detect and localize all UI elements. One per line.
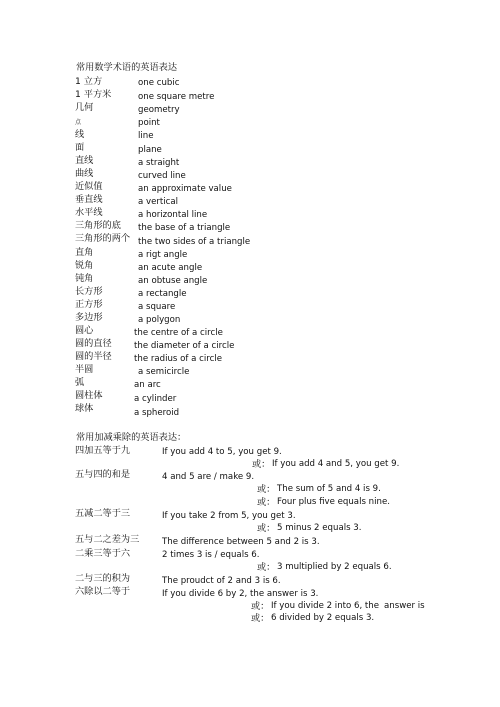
term-zh: 直线 <box>75 155 94 166</box>
expr-en: 6 divided by 2 equals 3. <box>271 613 375 623</box>
term-en: an approximate value <box>138 184 232 194</box>
term-zh: 多边形 <box>75 312 103 323</box>
expr-zh: 二乘三等于六 <box>75 548 131 559</box>
term-zh: 圆心 <box>75 325 94 336</box>
expr-zh: 五减二等于三 <box>75 508 131 519</box>
expr-en: If you divide 2 into 6, the <box>271 601 380 611</box>
term-en: curved line <box>138 171 186 181</box>
expr-en: 4 and 5 are / make 9. <box>162 472 255 482</box>
expr-en: The difference between 5 and 2 is 3. <box>162 537 320 547</box>
or-label: 或： <box>257 562 276 573</box>
expr-en: The sum of 5 and 4 is 9. <box>277 484 381 494</box>
expr-en: 2 times 3 is / equals 6. <box>162 550 260 560</box>
term-zh: 圆柱体 <box>75 390 103 401</box>
term-en: the centre of a circle <box>134 328 223 338</box>
term-en: an obtuse angle <box>138 276 208 286</box>
term-en: plane <box>138 145 162 155</box>
expr-en: If you add 4 and 5, you get 9. <box>272 459 400 469</box>
or-label: 或： <box>251 601 270 612</box>
term-zh: 弧 <box>75 377 85 388</box>
expr-zh: 二与三的积为 <box>75 573 131 584</box>
expr-zh: 五与二之差为三 <box>75 534 140 545</box>
or-label: 或： <box>251 613 270 624</box>
term-en: a cylinder <box>134 394 177 404</box>
term-zh: 锐角 <box>75 260 94 271</box>
expr-en: If you add 4 to 5, you get 9. <box>162 447 282 457</box>
term-zh: 曲线 <box>75 168 94 179</box>
term-en: a square <box>138 302 176 312</box>
term-zh: 长方形 <box>75 286 103 297</box>
term-zh: 1 平方米 <box>75 89 112 100</box>
section-title-arithmetic: 常用加减乘除的英语表达： <box>76 432 187 443</box>
term-en: an arc <box>134 380 161 390</box>
term-en: the radius of a circle <box>134 354 223 364</box>
term-zh: 面 <box>75 142 85 153</box>
term-zh: 1 立方 <box>75 76 103 87</box>
term-en: geometry <box>138 105 180 115</box>
expr-zh: 五与四的和是 <box>75 469 131 480</box>
term-zh: 球体 <box>75 403 94 414</box>
term-en: line <box>138 131 154 141</box>
term-zh: 线 <box>75 129 85 140</box>
term-en: a semicircle <box>138 367 190 377</box>
or-label: 或： <box>252 459 271 470</box>
expr-zh: 六除以二等于 <box>75 586 131 597</box>
expr-en: 3 multiplied by 2 equals 6. <box>277 562 392 572</box>
expr-zh: 四加五等于九 <box>75 445 131 456</box>
expr-en: If you divide 6 by 2, the answer is 3. <box>162 589 319 599</box>
expr-en: Four plus five equals nine. <box>277 497 390 507</box>
term-zh: 钝角 <box>75 273 94 284</box>
term-en: the two sides of a triangle <box>138 237 251 247</box>
term-en: the base of a triangle <box>138 223 231 233</box>
expr-en: The proudct of 2 and 3 is 6. <box>162 576 281 586</box>
term-zh: 半圆 <box>75 364 94 375</box>
or-label: 或： <box>257 523 276 534</box>
term-zh: 垂直线 <box>75 194 103 205</box>
term-zh: 水平线 <box>75 207 103 218</box>
expr-en-continued: answer is <box>384 601 425 611</box>
term-en: a rigt angle <box>138 250 188 260</box>
term-en: a spheroid <box>134 408 180 418</box>
expr-en: 5 minus 2 equals 3. <box>277 523 362 533</box>
term-zh: 圆的半径 <box>75 351 112 362</box>
term-en: a straight <box>138 158 180 168</box>
term-en: one cubic <box>138 78 180 88</box>
expr-en: If you take 2 from 5, you get 3. <box>162 511 296 521</box>
term-en: one square metre <box>138 92 215 102</box>
term-zh: 正方形 <box>75 299 103 310</box>
term-zh: 直角 <box>75 247 94 258</box>
term-zh: 三角形的两个 <box>75 233 131 244</box>
term-en: a polygon <box>138 315 181 325</box>
term-zh: 三角形的底 <box>75 220 121 231</box>
term-zh: 点 <box>75 119 82 126</box>
term-en: an acute angle <box>138 263 203 273</box>
term-en: the diameter of a circle <box>134 341 235 351</box>
term-zh: 几何 <box>75 102 94 113</box>
or-label: 或： <box>257 484 276 495</box>
or-label: 或： <box>257 497 276 508</box>
section-title-terms: 常用数学术语的英语表达 <box>76 62 178 73</box>
term-en: a horizontal line <box>138 210 208 220</box>
term-zh: 圆的直径 <box>75 338 112 349</box>
term-en: a rectangle <box>138 289 187 299</box>
term-en: point <box>138 118 160 128</box>
term-zh: 近似值 <box>75 181 103 192</box>
term-en: a vertical <box>138 197 179 207</box>
